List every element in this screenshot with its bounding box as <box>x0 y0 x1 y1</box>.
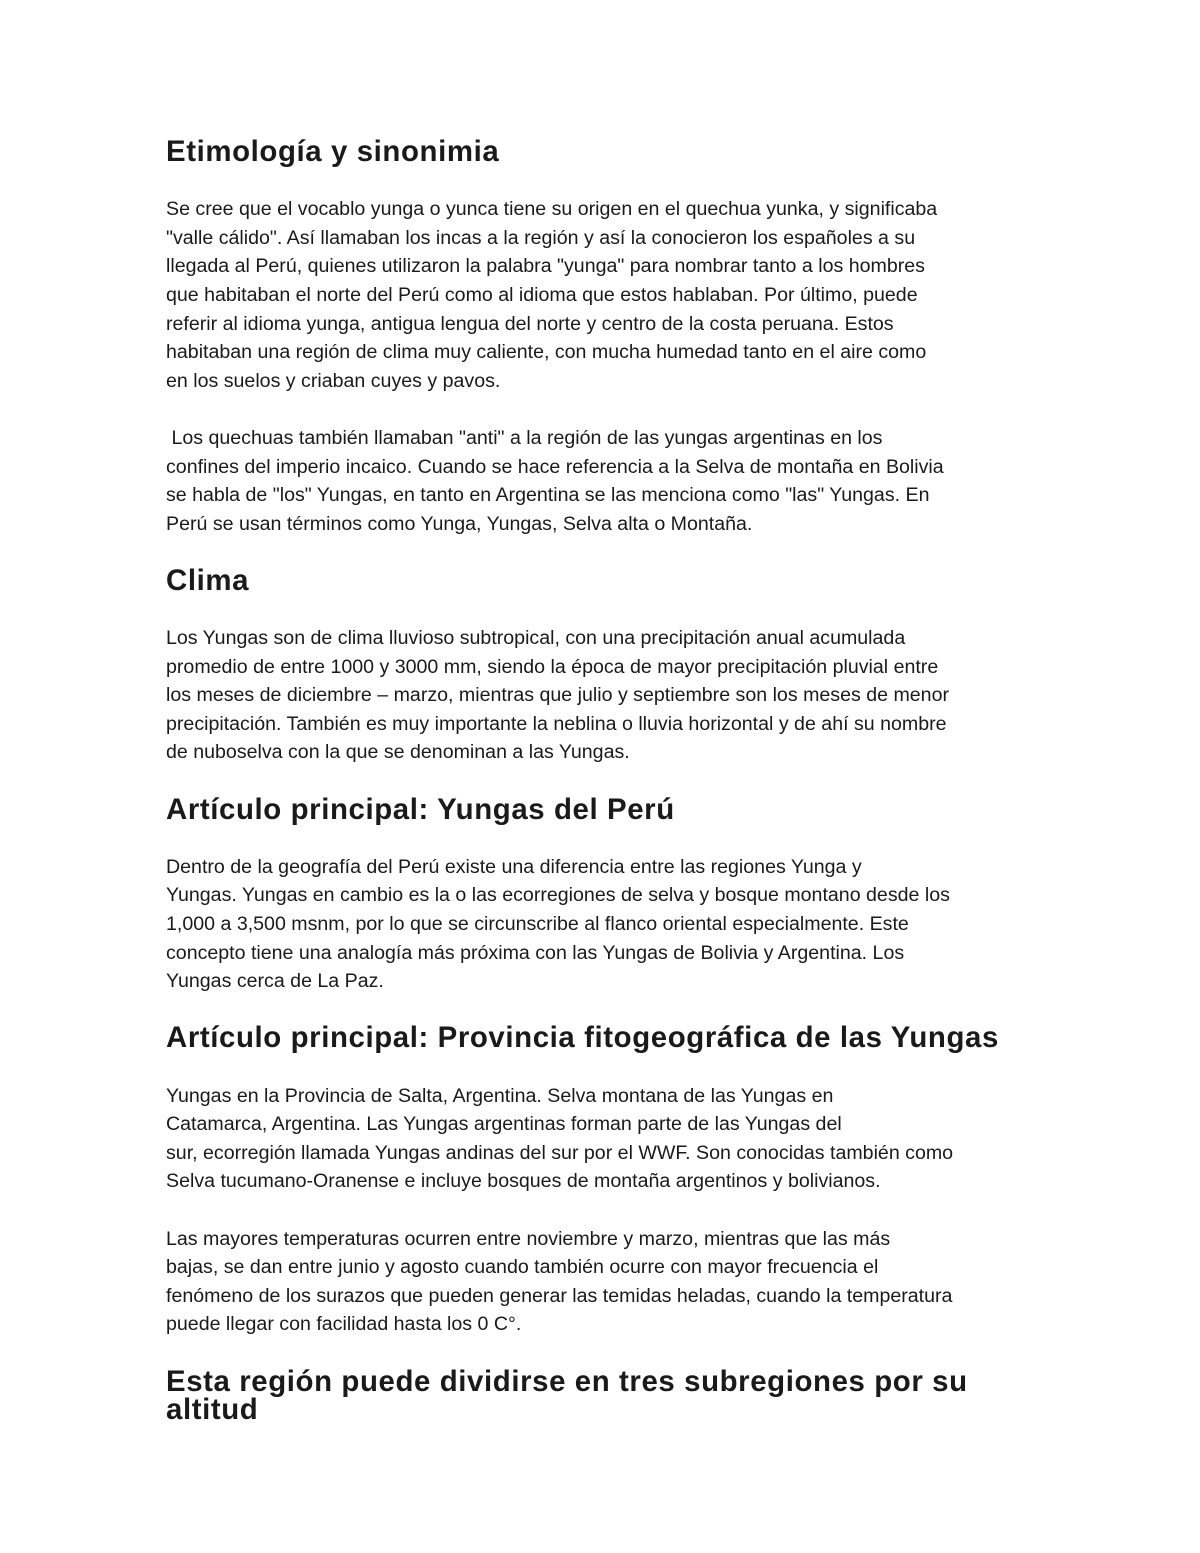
spacer <box>166 824 1046 853</box>
text-line: los meses de diciembre – marzo, mientras que julio y septiembre son los meses de menor <box>166 684 950 707</box>
text-line: Perú se usan términos como Yunga, Yungas, Selva alta o Montaña. <box>166 512 753 535</box>
text-line: que habitaban el norte del Perú como al idioma que estos hablaban. Por último, puede <box>166 283 918 306</box>
text-line: Catamarca, Argentina. Las Yungas argentinas forman parte de las Yungas del <box>166 1113 842 1136</box>
paragraph <box>166 195 1046 395</box>
spacer <box>166 1339 1046 1368</box>
text-line: Se cree que el vocablo yunga o yunca tiene su origen en el quechua yunka, y significaba <box>166 198 938 221</box>
text-line: "valle cálido". Así llamaban los incas a la región y así la conocieron los españoles a su <box>166 226 916 249</box>
text-line: llegada al Perú, quienes utilizaron la palabra "yunga" para nombrar tanto a los hombres <box>166 255 925 278</box>
section-heading: Esta región puede dividirse en tres subregiones por su altitud <box>166 1364 968 1427</box>
text-line: 1,000 a 3,500 msnm, por lo que se circunscribe al flanco oriental especialmente. Este <box>166 913 909 936</box>
section-heading: Artículo principal: Yungas del Perú <box>166 792 675 826</box>
text-line: Las mayores temperaturas ocurren entre noviembre y marzo, mientras que las más <box>166 1227 891 1250</box>
text-line: puede llegar con facilidad hasta los 0 C°. <box>166 1313 522 1336</box>
paragraph <box>166 624 1046 767</box>
text-line: concepto tiene una analogía más próxima con las Yungas de Bolivia y Argentina. Los <box>166 941 905 964</box>
spacer <box>166 395 1046 424</box>
text-line: Yungas cerca de La Paz. <box>166 970 384 993</box>
text-line: de nuboselva con la que se denominan a las Yungas. <box>166 741 630 764</box>
text-line: bajas, se dan entre junio y agosto cuando también ocurre con mayor frecuencia el <box>166 1256 879 1279</box>
text-line: Dentro de la geografía del Perú existe una diferencia entre las regiones Yunga y <box>166 855 862 878</box>
section-heading: Etimología y sinonimia <box>166 135 500 168</box>
text-line: en los suelos y criaban cuyes y pavos. <box>166 369 501 392</box>
text-line: sur, ecorregión llamada Yungas andinas del sur por el WWF. Son conocidas también como <box>166 1141 954 1164</box>
document-page <box>166 135 1046 1427</box>
text-line: Los Yungas son de clima lluvioso subtropical, con una precipitación anual acumulada <box>166 627 906 650</box>
spacer <box>166 167 1046 196</box>
spacer <box>166 538 1046 567</box>
text-line: referir al idioma yunga, antigua lengua del norte y centro de la costa peruana. Estos <box>166 312 894 335</box>
text-line: confines del imperio incaico. Cuando se hace referencia a la Selva de montaña en Bolivia <box>166 455 944 478</box>
text-line: Yungas. Yungas en cambio es la o las ecorregiones de selva y bosque montano desde los <box>166 884 950 907</box>
paragraph <box>166 853 1046 996</box>
section-heading: Artículo principal: Provincia fitogeográfica de las Yungas <box>166 1021 999 1055</box>
text-line: habitaban una región de clima muy caliente, con mucha humedad tanto en el aire como <box>166 341 927 364</box>
text-line: fenómeno de los surazos que pueden generar las temidas heladas, cuando la temperatura <box>166 1284 953 1307</box>
text-line: Selva tucumano-Oranense e incluye bosques de montaña argentinos y bolivianos. <box>166 1170 881 1193</box>
spacer <box>166 596 1046 625</box>
text-line: Los quechuas también llamaban "anti" a la región de las yungas argentinas en los <box>166 426 883 449</box>
text-line: se habla de "los" Yungas, en tanto en Argentina se las menciona como "las" Yungas. En <box>166 484 930 507</box>
spacer <box>166 1053 1046 1082</box>
spacer <box>166 996 1046 1025</box>
text-line: promedio de entre 1000 y 3000 mm, siendo la época de mayor precipitación pluvial entre <box>166 655 939 678</box>
paragraph <box>166 424 1046 538</box>
paragraph <box>166 1082 1046 1196</box>
spacer <box>166 767 1046 796</box>
section-heading: Clima <box>166 563 250 597</box>
text-line: precipitación. También es muy importante la neblina o lluvia horizontal y de ahí su nombre <box>166 712 947 735</box>
spacer <box>166 1196 1046 1225</box>
paragraph <box>166 1225 1046 1339</box>
text-line: Yungas en la Provincia de Salta, Argentina. Selva montana de las Yungas en <box>166 1084 834 1107</box>
